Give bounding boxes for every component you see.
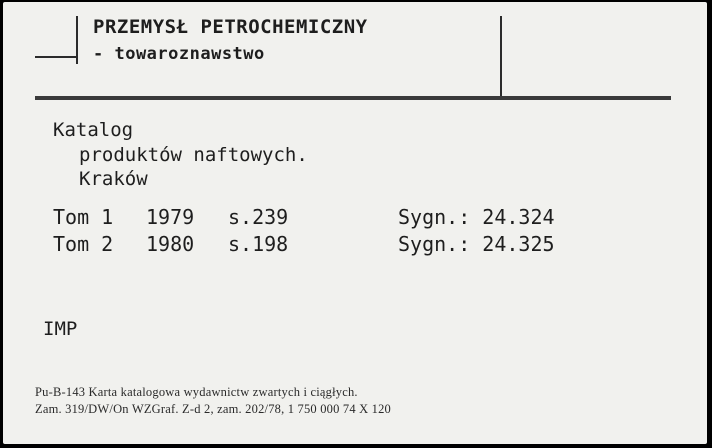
publisher-imprint: IMP — [43, 318, 78, 340]
volume-row — [53, 232, 555, 376]
title-line-1: Katalog — [53, 119, 134, 141]
footer-line-2: Zam. 319/DW/On WZGraf. Z-d 2, zam. 202/78, 1 750 000 74 X 120 — [35, 402, 392, 416]
volume-signature: Sygn.: 24.325 — [398, 232, 555, 256]
volume-year: 1980 — [146, 232, 195, 256]
footer-line-1: Pu-B-143 Karta katalogowa wydawnictw zwartych i ciągłych. — [35, 385, 358, 399]
volume-signature: Sygn.: 24.324 — [398, 205, 555, 229]
volume-pages: s.239 — [228, 205, 289, 229]
header-rule — [35, 96, 671, 100]
catalog-card — [3, 2, 707, 444]
volume-label: Tom 1 — [53, 205, 114, 229]
header-right-line — [500, 16, 502, 96]
title-line-3: Kraków — [79, 168, 148, 190]
header-tick-line — [35, 56, 77, 58]
subject-heading: PRZEMYSŁ PETROCHEMICZNY — [93, 16, 368, 38]
volume-year: 1979 — [146, 205, 195, 229]
subject-subheading: - towaroznawstwo — [93, 44, 265, 64]
volume-pages: s.198 — [228, 232, 289, 256]
title-line-2: produktów naftowych. — [79, 144, 308, 166]
volume-label: Tom 2 — [53, 232, 114, 256]
